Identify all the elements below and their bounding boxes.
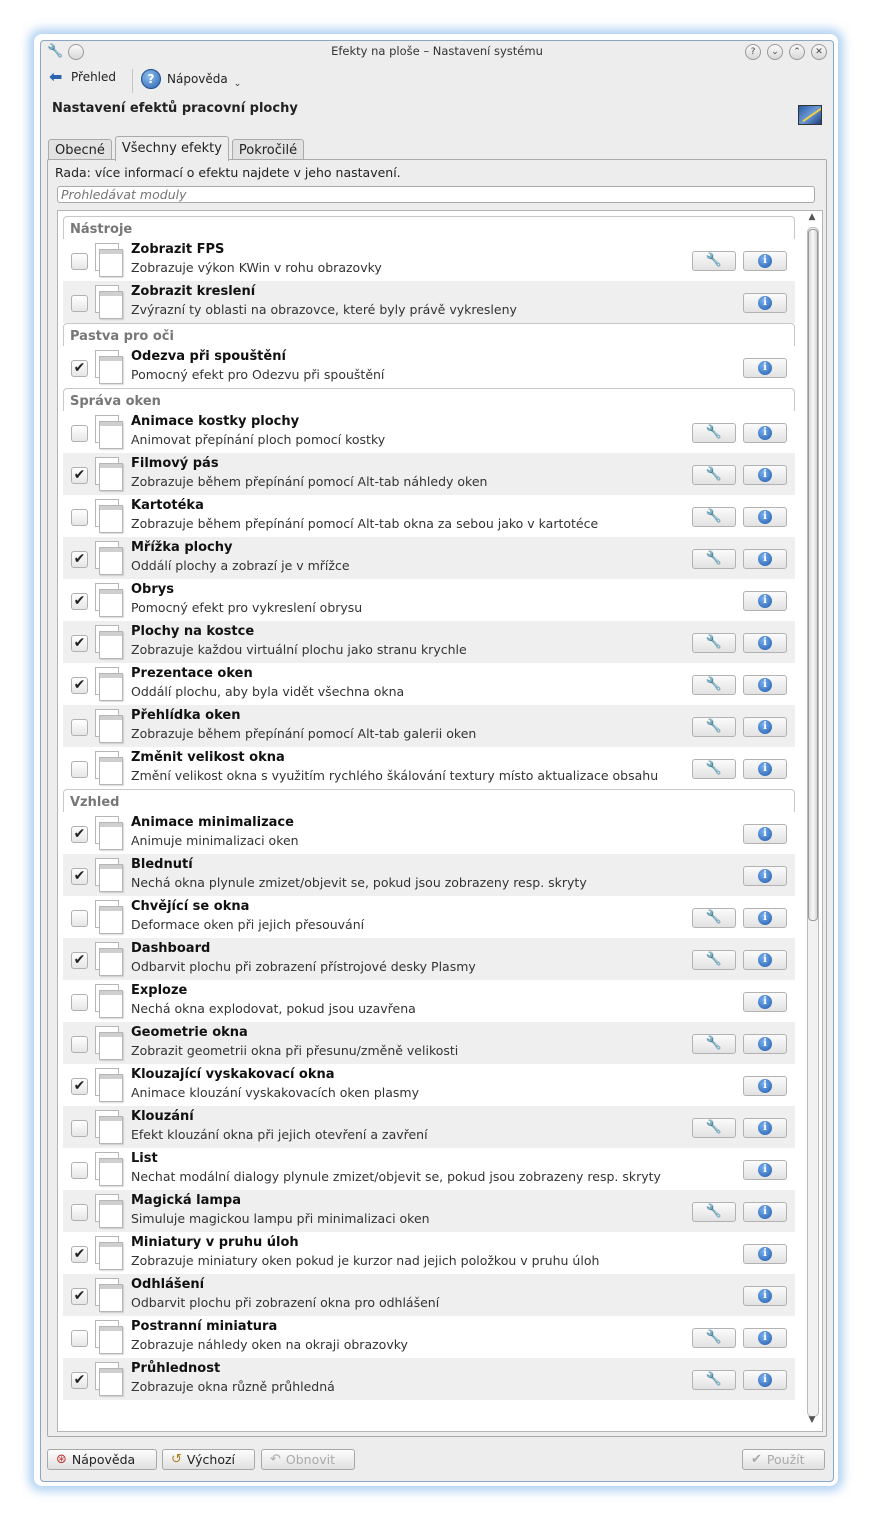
tab-all-effects[interactable]: Všechny efekty (115, 136, 229, 161)
configure-button[interactable] (692, 251, 736, 271)
effect-row (63, 239, 795, 281)
effect-name: Magická lampa (131, 1193, 241, 1208)
effect-name: Geometrie okna (131, 1025, 248, 1040)
effect-checkbox[interactable] (71, 994, 88, 1011)
wrench-icon: 🔧 (705, 1372, 723, 1387)
scroll-thumb[interactable] (808, 229, 818, 921)
apply-button[interactable] (742, 1449, 825, 1470)
configure-button[interactable] (692, 950, 736, 970)
page-title: Nastavení efektů pracovní plochy (52, 101, 298, 116)
wrench-icon: 🔧 (705, 253, 723, 268)
checkmark-icon: ✔ (73, 1078, 86, 1094)
effect-name: Přehlídka oken (131, 708, 241, 723)
effect-name: Postranní miniatura (131, 1319, 278, 1334)
window-icon (95, 858, 123, 892)
effect-checkbox[interactable] (71, 360, 88, 377)
settings-window (40, 40, 834, 1482)
effect-description: Nechat modální dialogy plynule zmizet/objevit se, pokud jsou zobrazeny resp. skryty (131, 1169, 661, 1184)
checkmark-icon: ✔ (73, 635, 86, 651)
reset-button[interactable] (261, 1449, 355, 1470)
scroll-up-icon[interactable]: ▲ (808, 212, 816, 222)
configure-button (692, 1202, 736, 1222)
wrench-icon: 🔧 (705, 677, 723, 692)
wrench-icon: 🔧 (705, 425, 723, 440)
info-button[interactable] (743, 1160, 787, 1180)
effect-description: Animace klouzání vyskakovacích oken plasmy (131, 1085, 419, 1100)
effect-description: Pomocný efekt pro vykreslení obrysu (131, 600, 363, 615)
close-button[interactable]: ✕ (811, 44, 827, 60)
window-icon (95, 751, 123, 785)
info-icon: i (758, 995, 772, 1009)
info-button[interactable] (743, 633, 787, 653)
configure-button[interactable] (692, 1370, 736, 1390)
effect-name: Zobrazit kreslení (131, 284, 256, 299)
effect-description: Nechá okna plynule zmizet/objevit se, pokud jsou zobrazeny resp. skryty (131, 875, 587, 890)
category-title: Nástroje (70, 222, 133, 237)
effect-description: Odbarvit plochu při zobrazení přístrojové desky Plasmy (131, 959, 476, 974)
effect-checkbox[interactable] (71, 719, 88, 736)
effect-checkbox[interactable] (71, 295, 88, 312)
info-button[interactable] (743, 507, 787, 527)
info-icon: i (758, 720, 772, 734)
effect-description: Animuje minimalizaci oken (131, 833, 299, 848)
effect-checkbox[interactable] (71, 952, 88, 969)
effect-row (63, 1190, 795, 1232)
titlebar[interactable] (41, 41, 833, 63)
effect-checkbox[interactable] (71, 467, 88, 484)
info-icon: i (758, 1247, 772, 1261)
effect-description: Simuluje magickou lampu při minimalizaci oken (131, 1211, 430, 1226)
effect-name: Miniatury v pruhu úloh (131, 1235, 299, 1250)
category-title: Správa oken (70, 394, 161, 409)
chevron-down-icon[interactable]: ⌄ (233, 79, 242, 89)
window-icon (95, 1236, 123, 1270)
window-icon (95, 1026, 123, 1060)
help-icon: ? (141, 69, 161, 89)
tab-advanced[interactable]: Pokročilé (232, 139, 304, 161)
info-button[interactable] (743, 549, 787, 569)
effect-description: Zobrazuje během přepínání pomocí Alt-tab náhledy oken (131, 474, 488, 489)
effect-name: Zobrazit FPS (131, 242, 225, 257)
info-button[interactable] (743, 1328, 787, 1348)
effect-description: Nechá okna explodovat, pokud jsou uzavřena (131, 1001, 416, 1016)
info-icon: i (758, 1121, 772, 1135)
window-icon (95, 1194, 123, 1228)
effect-row (63, 1022, 795, 1064)
effect-row (63, 1232, 795, 1274)
category-header (63, 388, 795, 411)
toolbar (41, 65, 833, 95)
wrench-icon: 🔧 (705, 1120, 723, 1135)
info-button[interactable] (743, 251, 787, 271)
wrench-icon: 🔧 (705, 910, 723, 925)
configure-button (692, 423, 736, 443)
help-button[interactable] (141, 69, 241, 89)
lifebuoy-icon: ⊛ (56, 1452, 67, 1467)
effect-name: Klouzající vyskakovací okna (131, 1067, 335, 1082)
effect-description: Animovat přepínání ploch pomocí kostky (131, 432, 386, 447)
info-button[interactable] (743, 1244, 787, 1264)
hint-text: Rada: více informací o efektu najdete v jeho nastavení. (55, 165, 401, 180)
effect-description: Zobrazuje výkon KWin v rohu obrazovky (131, 260, 382, 275)
effect-name: Dashboard (131, 941, 211, 956)
tab-panel (47, 159, 827, 1437)
effect-description: Zobrazuje během přepínání pomocí Alt-tab galerii oken (131, 726, 477, 741)
info-button[interactable] (743, 423, 787, 443)
effect-name: List (131, 1151, 158, 1166)
checkmark-icon: ✔ (73, 868, 86, 884)
effect-name: Odhlášení (131, 1277, 205, 1292)
category-title: Vzhled (70, 795, 120, 810)
effect-row (63, 938, 795, 980)
window-icon (95, 942, 123, 976)
info-icon: i (758, 552, 772, 566)
effect-row (63, 1106, 795, 1148)
undo-icon: ↶ (270, 1452, 281, 1467)
overview-button[interactable] (49, 69, 116, 85)
toolbar-separator (132, 69, 133, 93)
window-icon (95, 1110, 123, 1144)
checkmark-icon: ✔ (73, 677, 86, 693)
configure-button[interactable] (692, 675, 736, 695)
effect-name: Animace minimalizace (131, 815, 294, 830)
window-icon (95, 583, 123, 617)
category-header (63, 323, 795, 346)
wrench-icon: 🔧 (705, 551, 723, 566)
checkmark-icon: ✔ (73, 826, 86, 842)
help-bottom-button[interactable] (47, 1449, 157, 1470)
category-header (63, 216, 795, 239)
effect-row (63, 495, 795, 537)
configure-button (692, 717, 736, 737)
scroll-down-icon[interactable]: ▼ (808, 1415, 816, 1425)
wrench-icon: 🔧 (705, 467, 723, 482)
wrench-icon: 🔧 (705, 1330, 723, 1345)
effect-description: Pomocný efekt pro Odezvu při spouštění (131, 367, 385, 382)
effect-checkbox[interactable] (71, 1288, 88, 1305)
effect-checkbox[interactable] (71, 761, 88, 778)
effects-list (63, 216, 795, 1400)
effect-checkbox[interactable] (71, 253, 88, 270)
scrollbar[interactable] (803, 211, 821, 1431)
effect-name: Plochy na kostce (131, 624, 255, 639)
checkmark-icon: ✔ (73, 952, 86, 968)
effect-name: Chvějící se okna (131, 899, 250, 914)
effect-name: Odezva při spouštění (131, 349, 286, 364)
configure-button (692, 1034, 736, 1054)
window-icon (95, 816, 123, 850)
effect-checkbox[interactable] (71, 826, 88, 843)
info-button[interactable] (743, 824, 787, 844)
effect-description: Efekt klouzání okna při jejich otevření a zavření (131, 1127, 428, 1142)
info-icon: i (758, 1205, 772, 1219)
effect-description: Deformace oken při jejich přesouvání (131, 917, 365, 932)
effect-name: Kartotéka (131, 498, 204, 513)
tab-bar (48, 136, 304, 161)
app-wrench-icon[interactable]: 🔧 (47, 44, 64, 59)
info-icon: i (758, 1079, 772, 1093)
button-bar (41, 1445, 833, 1475)
effect-name: Blednutí (131, 857, 193, 872)
effect-row (63, 1316, 795, 1358)
window-icon (95, 625, 123, 659)
effect-row (63, 281, 795, 323)
info-icon: i (758, 762, 772, 776)
window-icon (95, 900, 123, 934)
effect-row (63, 1064, 795, 1106)
effect-row (63, 663, 795, 705)
effect-row (63, 854, 795, 896)
window-icon (95, 457, 123, 491)
checkmark-icon: ✔ (73, 593, 86, 609)
effect-row (63, 1148, 795, 1190)
info-icon: i (758, 1289, 772, 1303)
window-icon (95, 285, 123, 319)
info-button[interactable] (743, 465, 787, 485)
info-button[interactable] (743, 358, 787, 378)
search-input[interactable] (57, 186, 815, 203)
context-help-button[interactable]: ? (745, 44, 761, 60)
effect-description: Odbarvit plochu při zobrazení okna pro odhlášení (131, 1295, 440, 1310)
effect-description: Oddálí plochu, aby byla vidět všechna okna (131, 684, 405, 699)
effect-checkbox[interactable] (71, 1036, 88, 1053)
window-icon (95, 1068, 123, 1102)
effect-description: Zobrazit geometrii okna při přesunu/změně velikosti (131, 1043, 459, 1058)
info-icon: i (758, 361, 772, 375)
configure-button (692, 507, 736, 527)
help-label: Nápověda (167, 72, 228, 86)
effect-name: Filmový pás (131, 456, 219, 471)
overview-label: Přehled (71, 70, 117, 84)
info-icon: i (758, 869, 772, 883)
effect-row (63, 747, 795, 789)
effect-checkbox[interactable] (71, 1246, 88, 1263)
info-icon: i (758, 296, 772, 310)
info-icon: i (758, 1331, 772, 1345)
effect-checkbox[interactable] (71, 868, 88, 885)
info-icon: i (758, 254, 772, 268)
wrench-icon: 🔧 (705, 1036, 723, 1051)
info-icon: i (758, 426, 772, 440)
window-icon (95, 667, 123, 701)
effect-name: Průhlednost (131, 1361, 221, 1376)
effect-name: Mřížka plochy (131, 540, 233, 555)
effect-name: Prezentace oken (131, 666, 253, 681)
effect-description: Zobrazuje každou virtuální plochu jako stranu krychle (131, 642, 467, 657)
info-button[interactable] (743, 866, 787, 886)
desktop-effects-icon (798, 105, 822, 125)
effect-row (63, 537, 795, 579)
effect-description: Změní velikost okna s využitím rychlého škálování textury místo aktualizace obsahu (131, 768, 659, 783)
effect-description: Zobrazuje náhledy oken na okraji obrazovky (131, 1337, 408, 1352)
checkmark-icon: ✔ (751, 1452, 762, 1467)
effect-checkbox[interactable] (71, 425, 88, 442)
effect-checkbox[interactable] (71, 677, 88, 694)
window-icon (95, 1278, 123, 1312)
effect-name: Změnit velikost okna (131, 750, 285, 765)
effect-row (63, 1274, 795, 1316)
info-button[interactable] (743, 1370, 787, 1390)
back-arrow-icon: ⬅ (49, 67, 63, 86)
info-button[interactable] (743, 759, 787, 779)
effect-description: Zobrazuje miniatury oken pokud je kurzor nad jejich položkou v pruhu úloh (131, 1253, 600, 1268)
effect-row (63, 621, 795, 663)
effect-description: Oddálí plochy a zobrazí je v mřížce (131, 558, 350, 573)
window-icon (95, 1152, 123, 1186)
info-button[interactable] (743, 717, 787, 737)
info-icon: i (758, 1037, 772, 1051)
checkmark-icon: ✔ (73, 360, 86, 376)
tab-general[interactable]: Obecné (48, 139, 112, 161)
category-header (63, 789, 795, 812)
checkmark-icon: ✔ (73, 551, 86, 567)
effect-name: Klouzání (131, 1109, 194, 1124)
defaults-label: Výchozí (186, 1452, 235, 1467)
effect-description: Zobrazuje okna různě průhledná (131, 1379, 335, 1394)
help-bottom-label: Nápověda (71, 1452, 136, 1467)
wrench-icon: 🔧 (705, 719, 723, 734)
effect-checkbox[interactable] (71, 1078, 88, 1095)
info-icon: i (758, 1163, 772, 1177)
effect-checkbox[interactable] (71, 635, 88, 652)
info-button[interactable] (743, 1076, 787, 1096)
info-icon: i (758, 594, 772, 608)
effects-list-frame (57, 210, 823, 1432)
effect-row (63, 980, 795, 1022)
effect-description: Zobrazuje během přepínání pomocí Alt-tab okna za sebou jako v kartotéce (131, 516, 599, 531)
defaults-icon: ↺ (171, 1452, 182, 1467)
effect-checkbox[interactable] (71, 1120, 88, 1137)
info-button[interactable] (743, 675, 787, 695)
info-button[interactable] (743, 950, 787, 970)
configure-button (692, 908, 736, 928)
info-icon: i (758, 678, 772, 692)
wrench-icon: 🔧 (705, 1204, 723, 1219)
info-button[interactable] (743, 1034, 787, 1054)
info-button[interactable] (743, 1202, 787, 1222)
info-icon: i (758, 911, 772, 925)
defaults-button[interactable] (162, 1449, 255, 1470)
checkmark-icon: ✔ (73, 467, 86, 483)
window-title: Efekty na ploše – Nastavení systému (331, 44, 543, 58)
reset-label: Obnovit (285, 1452, 336, 1467)
apply-label: Použít (766, 1452, 805, 1467)
configure-button (692, 1328, 736, 1348)
info-button[interactable] (743, 992, 787, 1012)
wrench-icon: 🔧 (705, 761, 723, 776)
configure-button (692, 1118, 736, 1138)
window-icon (95, 541, 123, 575)
effect-row (63, 346, 795, 388)
window-icon (95, 499, 123, 533)
effect-row (63, 453, 795, 495)
configure-button[interactable] (692, 465, 736, 485)
configure-button[interactable] (692, 633, 736, 653)
effect-row (63, 812, 795, 854)
effect-row (63, 1358, 795, 1400)
effect-checkbox[interactable] (71, 910, 88, 927)
window-icon (95, 1362, 123, 1396)
info-icon: i (758, 827, 772, 841)
info-icon: i (758, 510, 772, 524)
window-icon (95, 243, 123, 277)
window-icon (95, 984, 123, 1018)
info-icon: i (758, 1373, 772, 1387)
window-icon (95, 709, 123, 743)
effect-row (63, 579, 795, 621)
window-icon (95, 1320, 123, 1354)
effect-checkbox[interactable] (71, 593, 88, 610)
info-button[interactable] (743, 293, 787, 313)
info-button[interactable] (743, 1118, 787, 1138)
effect-name: Obrys (131, 582, 174, 597)
category-title: Pastva pro oči (70, 329, 174, 344)
info-icon: i (758, 953, 772, 967)
configure-button (692, 759, 736, 779)
minimize-button[interactable]: ⌄ (767, 44, 783, 60)
configure-button[interactable] (692, 549, 736, 569)
checkmark-icon: ✔ (73, 1372, 86, 1388)
maximize-button[interactable]: ⌃ (789, 44, 805, 60)
effect-checkbox[interactable] (71, 1204, 88, 1221)
effect-name: Exploze (131, 983, 188, 998)
effect-checkbox[interactable] (71, 1330, 88, 1347)
window-icon (95, 415, 123, 449)
effect-checkbox[interactable] (71, 1372, 88, 1389)
wrench-icon: 🔧 (705, 509, 723, 524)
effect-row (63, 896, 795, 938)
effect-row (63, 705, 795, 747)
wrench-icon: 🔧 (705, 635, 723, 650)
info-icon: i (758, 468, 772, 482)
effect-description: Zvýrazní ty oblasti na obrazovce, které byly právě vykresleny (131, 302, 517, 317)
effect-name: Animace kostky plochy (131, 414, 300, 429)
effect-checkbox[interactable] (71, 551, 88, 568)
checkmark-icon: ✔ (73, 1246, 86, 1262)
info-button[interactable] (743, 1286, 787, 1306)
checkmark-icon: ✔ (73, 1288, 86, 1304)
info-button[interactable] (743, 908, 787, 928)
effect-row (63, 411, 795, 453)
window-icon (95, 350, 123, 384)
wrench-icon: 🔧 (705, 952, 723, 967)
info-button[interactable] (743, 591, 787, 611)
effect-checkbox[interactable] (71, 509, 88, 526)
info-icon: i (758, 636, 772, 650)
effect-checkbox[interactable] (71, 1162, 88, 1179)
